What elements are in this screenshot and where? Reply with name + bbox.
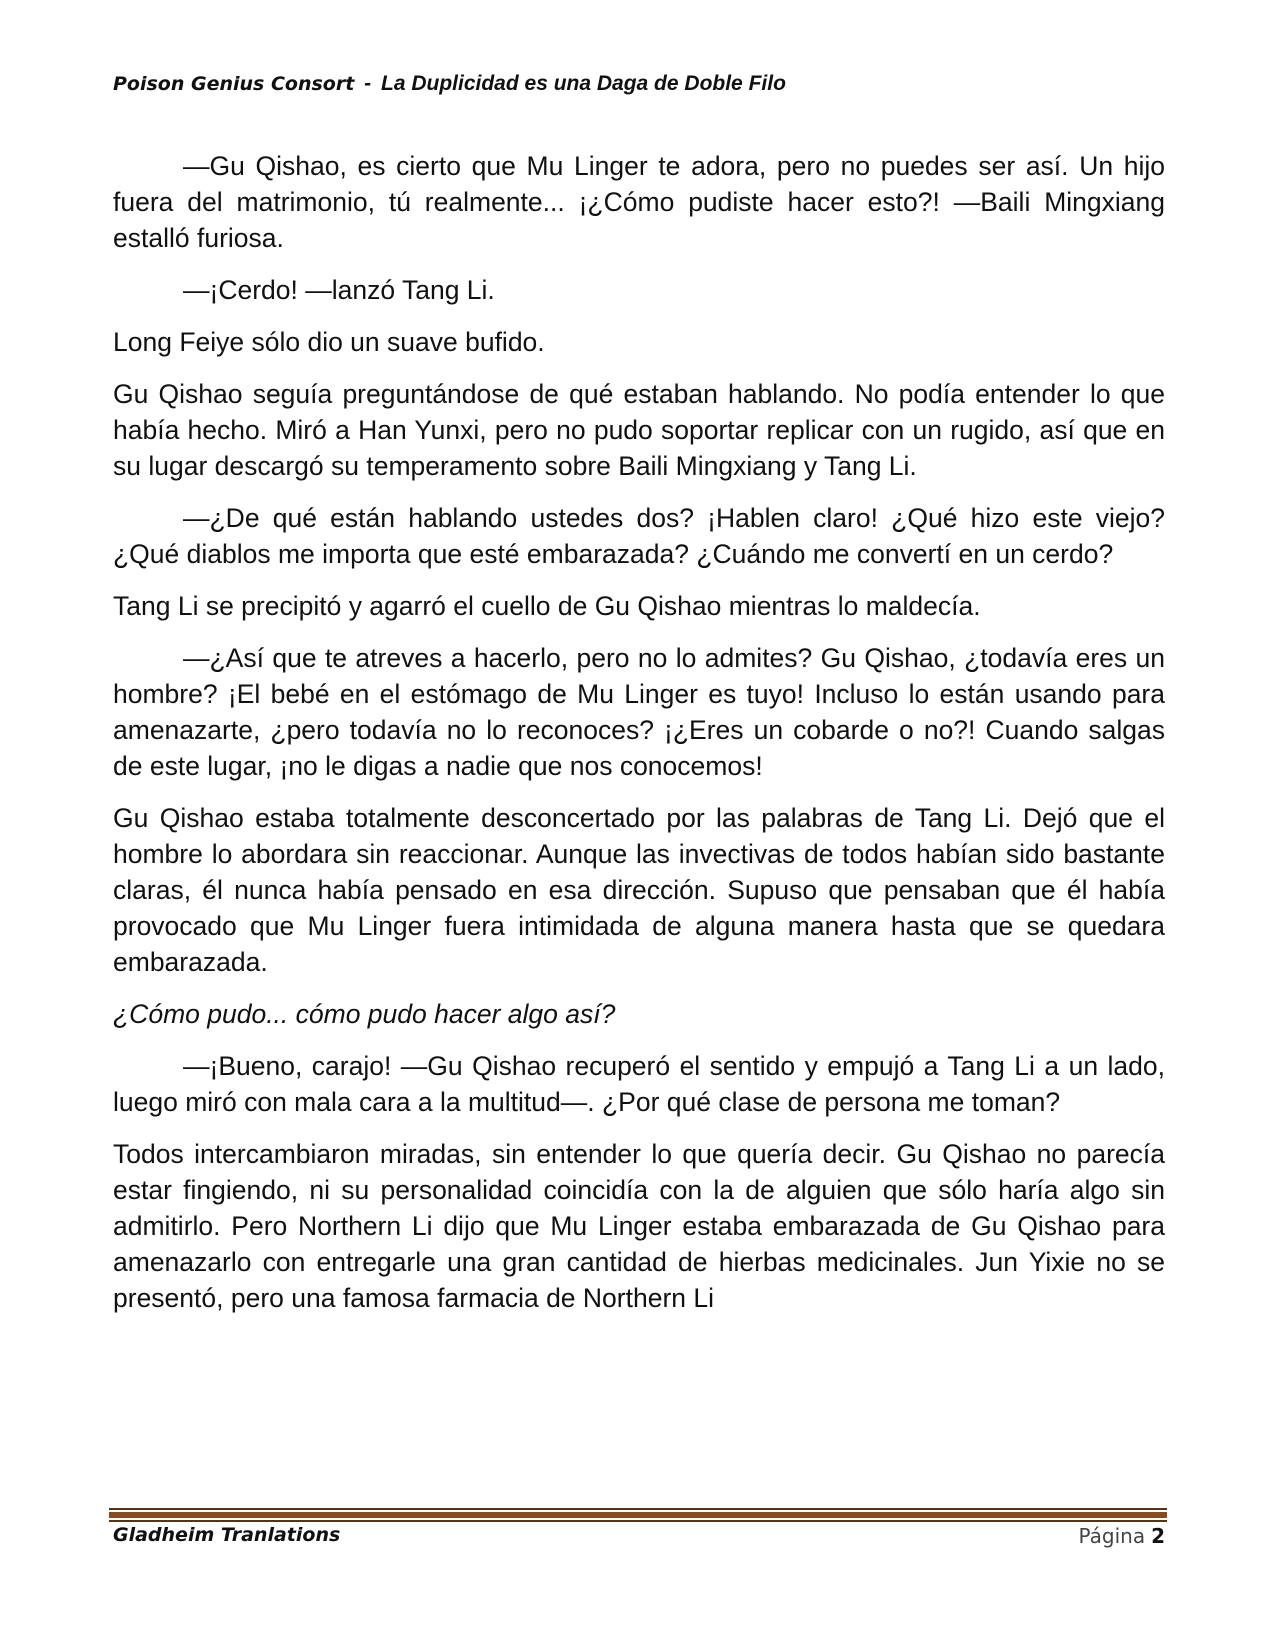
page-body	[113, 148, 1165, 1332]
paragraph: —Gu Qishao, es cierto que Mu Linger te adora, pero no puedes ser así. Un hijo fuera del matrimonio, tú realmente... ¡¿Cómo pudiste hacer esto?! —Baili Mingxiang estalló furiosa.	[113, 151, 1165, 253]
paragraph: ¿Cómo pudo... cómo pudo hacer algo así?	[113, 999, 616, 1029]
publisher-name: Gladheim Tranlations	[113, 1524, 341, 1546]
paragraph: Gu Qishao seguía preguntándose de qué estaban hablando. No podía entender lo que había hecho. Miró a Han Yunxi, pero no pudo soportar replicar con un rugido, así que en su lugar descargó su temperamento sobre Baili Mingxiang y Tang Li.	[113, 379, 1165, 481]
header-separator: -	[364, 72, 372, 95]
book-title: Poison Genius Consort	[113, 73, 355, 95]
paragraph: —¿Así que te atreves a hacerlo, pero no lo admites? Gu Qishao, ¿todavía eres un hombre? ¡El bebé en el estómago de Mu Linger es tuyo! Incluso lo están usando para amenazarte, ¿pero todavía no lo reconoces? ¡¿Eres un cobarde o no?! Cuando salgas de este lugar, ¡no le digas a nadie que nos conocemos!	[113, 643, 1165, 781]
page-indicator	[1078, 1524, 1165, 1548]
paragraph: Gu Qishao estaba totalmente desconcertado por las palabras de Tang Li. Dejó que el hombre lo abordara sin reaccionar. Aunque las invectivas de todos habían sido bastante claras, él nunca había pensado en esa dirección. Supuso que pensaban que él había provocado que Mu Linger fuera intimidada de alguna manera hasta que se quedara embarazada.	[113, 803, 1165, 977]
chapter-title: La Duplicidad es una Daga de Doble Filo	[381, 72, 786, 95]
footer-divider-band	[109, 1512, 1167, 1518]
footer-divider-top	[109, 1508, 1167, 1510]
footer-divider-bottom	[109, 1520, 1167, 1522]
paragraph: —¿De qué están hablando ustedes dos? ¡Hablen claro! ¿Qué hizo este viejo? ¿Qué diablos me importa que esté embarazada? ¿Cuándo me convertí en un cerdo?	[113, 503, 1165, 569]
paragraph: Tang Li se precipitó y agarró el cuello de Gu Qishao mientras lo maldecía.	[113, 591, 981, 621]
page-label: Página	[1078, 1524, 1146, 1548]
paragraph: —¡Bueno, carajo! —Gu Qishao recuperó el sentido y empujó a Tang Li a un lado, luego miró con mala cara a la multitud—. ¿Por qué clase de persona me toman?	[113, 1051, 1165, 1117]
page-number: 2	[1151, 1524, 1165, 1548]
paragraph: Todos intercambiaron miradas, sin entender lo que quería decir. Gu Qishao no parecía estar fingiendo, ni su personalidad coincidía con la de alguien que sólo haría algo sin admitirlo. Pero Northern Li dijo que Mu Linger estaba embarazada de Gu Qishao para amenazarlo con entregarle una gran cantidad de hierbas medicinales. Jun Yixie no se presentó, pero una famosa farmacia de Northern Li	[113, 1139, 1165, 1313]
paragraph: —¡Cerdo! —lanzó Tang Li.	[183, 275, 495, 305]
paragraph: Long Feiye sólo dio un suave bufido.	[113, 327, 545, 357]
page-header	[113, 72, 1163, 96]
